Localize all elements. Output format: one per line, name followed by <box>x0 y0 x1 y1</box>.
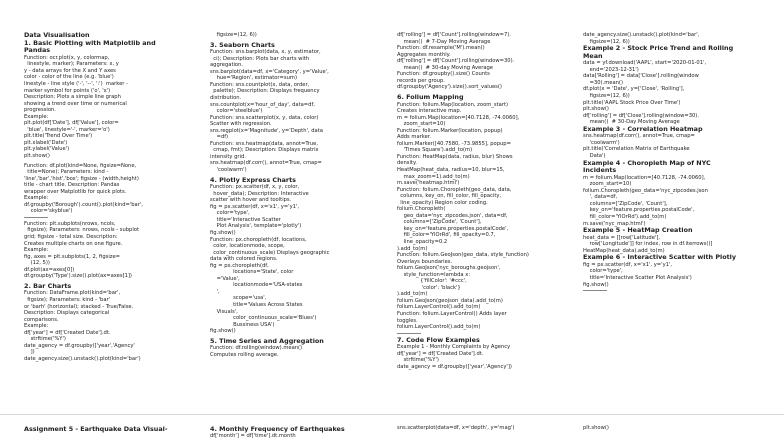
text-line: Function: folium.Map(location, zoom_start) <box>397 101 509 108</box>
text-line: ', <box>210 288 220 295</box>
section-heading: 2. Bar Charts <box>24 281 72 290</box>
text-line: date_agency.size().unstack().plot(kind='bar', <box>583 32 700 38</box>
text-line: scope='usa', <box>210 295 267 302</box>
text-line: progression. <box>24 107 56 114</box>
text-line: Example 1 - Monthly Complaints by Agency <box>397 344 511 351</box>
text-line: fig, axes = plt.subplots(1, 2, figsize= <box>24 253 121 260</box>
text-line: df['year'] = df['Created Date'].dt. <box>24 329 111 336</box>
text-line: plt.show() <box>583 106 609 113</box>
section-heading: Example 5 - HeatMap Creation <box>583 226 693 235</box>
text-column-1 <box>24 32 204 362</box>
text-line: date_agency.size().unstack().plot(kind='bar') <box>24 355 141 362</box>
text-line: aggregation. <box>210 62 244 69</box>
text-line: Function: px.choropleth(df, locations, <box>210 236 307 243</box>
text-line: records per group. <box>397 77 445 84</box>
text-line: ', data=df, <box>583 194 618 201</box>
text-line: key_on='feature.properties.postalCode', <box>583 207 695 214</box>
next-page-line: sns.scatterplot(data=df, x='depth', y='mag') <box>397 425 515 431</box>
text-line: df.groupby('Agency').size().sort_values() <box>397 84 502 91</box>
text-line: df['rolling'] = df['Count'].rolling(window=7). <box>397 32 511 38</box>
text-line: mean() # 7-Day Moving Average <box>397 38 491 45</box>
text-line: zoom_start=10) <box>583 181 632 188</box>
text-line: color='type', <box>583 268 623 275</box>
text-line: folium.Choropleth( <box>397 206 446 213</box>
text-line: locationmode='USA-states <box>210 282 303 289</box>
text-line: palette); Description: Displays frequency <box>210 88 320 95</box>
text-line: Creates multiple charts on one figure. <box>24 240 123 247</box>
text-line: color='type', <box>210 210 250 217</box>
text-line: plt.plot(df['Date'], df['Value'], color= <box>24 120 119 127</box>
text-line: 'coolwarm') <box>583 139 620 146</box>
text-line: df['rolling'] = df['Count'].rolling(window=30). <box>397 58 515 65</box>
text-line: sns.heatmap(df.corr(), annot=True, cmap= <box>583 133 695 140</box>
page-break-divider <box>0 414 784 415</box>
text-line: color='skyblue') <box>24 208 73 215</box>
text-line: y - data arrays for the X and Y axes <box>24 67 116 74</box>
text-line: sns.countplot(x='hour_of_day', data=df, <box>210 101 315 108</box>
text-line: zoom_start=10) <box>397 121 446 128</box>
text-line: columns=['ZipCode', 'Count'], <box>583 200 668 207</box>
text-line: fill_color='YlOrRd', fill_opacity=0.7, <box>397 232 496 239</box>
section-heading: 7. Code Flow Examples <box>397 335 480 344</box>
text-column-2 <box>210 32 390 358</box>
text-line: 'blue', linestyle='-', marker='o') <box>24 126 110 133</box>
text-line: Adds marker. <box>397 134 432 141</box>
text-line: toggles. <box>397 317 418 324</box>
text-line: hue='Region', estimator=sum) <box>210 75 297 82</box>
text-line: Data') <box>583 152 606 159</box>
text-line: strftime('%Y') <box>397 357 439 364</box>
text-line: data = yf.download('AAPL', start='2020-01-01', <box>583 60 707 67</box>
text-line: distribution. <box>210 94 242 101</box>
text-line: Aggregates monthly. <box>397 51 451 58</box>
text-line: Description: Plots a simple line graph <box>24 94 121 101</box>
section-heading: 5. Time Series and Aggregation <box>210 336 324 345</box>
text-line: Function: sns.countplot(x, data, order, <box>210 81 310 88</box>
text-line: plt.title('AAPL Stock Price Over Time') <box>583 99 681 106</box>
text-line: color - color of the line (e.g. 'blue') <box>24 74 114 81</box>
text-line: =30).mean() <box>583 79 623 86</box>
text-line: Example: <box>24 247 49 254</box>
text-line: grid; figsize - total size. Description: <box>24 234 118 240</box>
text-line: m.save('heatmap.html') <box>397 180 460 187</box>
text-line: Function: df.resample('M').mean() <box>397 45 485 52</box>
next-page-heading: Assignment 5 - Earthquake Data Visual- <box>24 425 168 433</box>
text-line: linestyle, marker); Parameters: x, y <box>24 61 119 68</box>
text-line: cmap, fmt); Description: Displays matrix <box>210 147 319 154</box>
next-page-column-2 <box>210 425 390 441</box>
text-line: color_continuous_scale='Blues') <box>210 315 317 322</box>
text-line: figsize=(12, 6)) <box>210 32 257 38</box>
text-line: title='Values Across States <box>210 301 303 308</box>
text-line: sns.barplot(data=df, x='Category', y='Value', <box>210 68 329 75</box>
text-line: plt.ylabel('Value') <box>24 146 70 153</box>
text-line: color_continuous_scale) Displays geographic <box>210 249 330 256</box>
next-page-column-1 <box>24 425 204 441</box>
text-column-3 <box>397 32 577 370</box>
text-line: Scatter with regression. <box>210 121 272 128</box>
text-line: (12, 5)) <box>24 260 50 267</box>
text-line: folium.GeoJson('nyc_boroughs.geojson', <box>397 265 501 272</box>
section-heading: Example 4 - Choropleth Map of NYC <box>583 158 711 167</box>
text-line: 'color': 'black'} <box>397 284 461 291</box>
section-heading: 4. Plotly Express Charts <box>210 175 296 184</box>
text-line: {'fillColor': '#ccc', <box>397 278 467 285</box>
text-line: columns, key_on, fill_color, fill_opacity, <box>397 193 502 200</box>
text-line: 'line','bar','hist','box'; figsize - (width,height) <box>24 175 139 182</box>
text-line: figsize=(12, 6)) <box>583 93 630 100</box>
text-line: marker symbol for points ('o', 'x') <box>24 87 111 94</box>
next-page-line: df['month'] = df['time'].dt.month <box>210 433 296 439</box>
text-line: plt.show() <box>24 152 50 159</box>
text-line: 'Times Square').add_to(m) <box>397 147 473 154</box>
text-line: Overlays boundaries. <box>397 258 453 265</box>
text-line: Function: sns.heatmap(data, annot=True, <box>210 140 319 147</box>
section-heading: Pandas <box>24 46 51 55</box>
text-line: Function: df.rolling(window).mean() <box>210 345 303 352</box>
text-line: m = folium.Map(location=[40.7128, -74.0060], <box>583 174 706 181</box>
text-line: m.save('nyc_map.html') <box>583 220 646 227</box>
text-line: Example: <box>24 323 49 330</box>
text-line: df.plot(ax=axes[0]) <box>24 266 75 273</box>
text-line: title - chart title. Description: Pandas <box>24 182 120 189</box>
text-line: Visuals', <box>210 308 238 315</box>
text-line: folium.Choropleth(geo_data='nyc_zipcodes.json <box>583 187 708 194</box>
text-line: date_agency = df.groupby(['year','Agency']) <box>397 363 512 370</box>
section-heading: Example 3 - Correlation Heatmap <box>583 124 703 133</box>
text-line: Function: px.scatter(df, x, y, color, <box>210 184 300 191</box>
text-line: Function: folium.Marker(location, popup) <box>397 127 503 134</box>
section-heading: Incidents <box>583 166 617 175</box>
text-column-4 <box>583 32 763 294</box>
text-line: date_agency = df.groupby(['year','Agency' <box>24 342 135 349</box>
text-line: df['rolling'] = df['Close'].rolling(window=30). <box>583 112 699 119</box>
text-line: fig.show() <box>210 229 236 236</box>
text-line: color, locationmode, scope, <box>210 243 285 250</box>
text-line: Function: folium.Choropleth(geo_data, data, <box>397 186 512 193</box>
text-line: data['Rolling'] = data['Close'].rolling(window <box>583 73 699 80</box>
text-line: scatter with hover and tooltips. <box>210 197 292 204</box>
next-page-column-4 <box>583 425 773 441</box>
text-line: ci); Description: Plots bar charts with <box>210 55 310 62</box>
text-line: Creates interactive map. <box>397 108 462 115</box>
text-line: ).add_to(m) <box>397 291 428 298</box>
text-line: heat_data = [[row['Latitude'], <box>583 234 660 241</box>
text-line: m = folium.Map(location=[40.7128, -74.0060], <box>397 114 520 121</box>
section-heading: Example 2 - Stock Price Trend and Rolling <box>583 44 734 53</box>
text-line: plt.title('Correlation Matrix of Earthquake <box>583 146 690 153</box>
text-line: geo_data='nyc_zipcodes.json', data=df, <box>397 212 508 219</box>
text-line: plt.title('Trend Over Time') <box>24 133 93 140</box>
text-line: strftime('%Y') <box>24 336 66 343</box>
text-line: Function: sns.barplot(data, x, y, estimator, <box>210 49 321 56</box>
text-line: Plot Analysis', template='plotly') <box>210 223 302 230</box>
section-heading: 6. Folium Mapping <box>397 92 464 101</box>
text-line: HeatMap(heat_data, radius=10, blur=15, <box>397 166 505 173</box>
text-line: ='Value', <box>210 275 240 282</box>
text-line: Function: HeatMap(data, radius, blur) Shows <box>397 153 513 160</box>
text-line: fig.show() <box>583 281 609 288</box>
text-line: fig.show() <box>210 328 236 335</box>
text-line: HeatMap(heat_data).add_to(m) <box>583 247 665 254</box>
text-line: mean() # 30-day Moving Average <box>397 64 494 71</box>
text-line: hover_data); Description: Interactive <box>210 190 309 197</box>
text-line: mean() # 30-Day Moving Average <box>583 119 680 126</box>
text-line: folium.GeoJson(geojson_data).add_to(m) <box>397 297 503 304</box>
text-line: Function: df.groupby().size() Counts <box>397 71 490 78</box>
text-line: locations='State', color <box>210 269 294 276</box>
section-heading: 3. Seaborn Charts <box>210 40 275 49</box>
text-line: figsize); Parameters: kind - 'bar' <box>24 296 111 303</box>
section-heading: Mean <box>583 51 603 60</box>
text-line: df.groupby('Borough').count().plot(kind='bar', <box>24 201 143 208</box>
text-line: fig = px.scatter(df, x='x1', y='y1', <box>583 261 673 268</box>
text-line: title=None); Parameters: kind - <box>24 169 109 176</box>
text-line: row['Longitude']] for index, row in df.iterrows()] <box>583 241 713 248</box>
text-line: wrapper over Matplotlib for quick plots. <box>24 188 127 195</box>
text-line: density. <box>397 160 417 167</box>
text-line: max_zoom=1).add_to(m) <box>397 173 470 180</box>
text-line: line_opacity=0.2 <box>397 239 448 245</box>
text-line: title='Interactive Scatter Plot Analysis') <box>583 275 692 282</box>
text-line: folium.LayerControl().add_to(m) <box>397 304 481 311</box>
text-line: Function: ocr.plot(x, y, colormap, <box>24 54 110 61</box>
text-line: sns.heatmap(df.corr(), annot=True, cmap= <box>210 160 322 167</box>
text-line: Function: sns.scatterplot(x, y, data, color) <box>210 114 319 121</box>
text-line: df.groupby('Type').size().plot(ax=axes[1]) <box>24 273 132 280</box>
text-line: figsize); Parameters: nrows, ncols - subplot <box>24 227 140 234</box>
text-line: sns.regplot(x='Magnitude', y='Depth', data <box>210 127 323 134</box>
text-line: =df) <box>210 134 229 141</box>
section-separator <box>583 290 607 294</box>
section-heading: 1. Basic Plotting with Matplotlib and <box>24 38 156 47</box>
text-line: showing a trend over time or numerical <box>24 100 127 107</box>
next-page-column-3 <box>397 425 577 441</box>
text-line: data with colored regions. <box>210 256 278 263</box>
next-page-line: plt.show() <box>583 425 609 431</box>
text-line: Function: df.plot(kind=None, figsize=None, <box>24 162 137 169</box>
section-heading: Data Visualisation <box>24 32 90 39</box>
text-line: end='2023-12-31') <box>583 66 639 73</box>
text-line: title='Interactive Scatter <box>210 216 281 223</box>
text-line: Description: Displays categorical <box>24 310 110 317</box>
text-line: df.plot(x = 'Date', y=['Close', 'Rolling'], <box>583 86 685 93</box>
text-line: color='steelblue') <box>210 108 263 115</box>
text-line: Example: <box>24 113 49 120</box>
section-heading: Example 6 - Interactive Scatter with Plotly <box>583 253 736 262</box>
text-line: Computes rolling average. <box>210 351 279 358</box>
text-line: Bussiness USA') <box>210 321 275 328</box>
text-line: ]) <box>24 349 35 356</box>
next-page-heading: 4. Monthly Frequency of Earthquakes <box>210 425 345 433</box>
text-line: Function: DataFrame.plot(kind='bar', <box>24 290 121 297</box>
text-line: comparisons. <box>24 316 59 323</box>
text-line: key_on='feature.properties.postalCode', <box>397 225 509 232</box>
text-line: columns=['ZipCode', 'Count'], <box>397 219 482 226</box>
text-line: Example: <box>24 195 49 202</box>
text-line: linestyle - line style ('-', '--', ':') marker - <box>24 80 128 87</box>
text-line: fig = px.choropleth(df, <box>210 262 269 269</box>
text-line: folium.LayerControl().add_to(m) <box>397 324 481 331</box>
text-line: folium.Marker([40.7580, -73.9855], popup= <box>397 140 511 147</box>
text-line: intensity grid. <box>210 153 246 160</box>
text-line: 'coolwarm') <box>210 166 247 173</box>
text-line: Function: plt.subplots(nrows, ncols, <box>24 220 116 227</box>
text-line: figsize=(12, 6)) <box>583 38 630 45</box>
text-line: df['year'] = df['Created Date'].dt. <box>397 350 484 357</box>
text-line: style_function=lambda x: <box>397 271 471 278</box>
text-line: fill_color='YlOrRd').add_to(m) <box>583 214 667 220</box>
text-line: ).add_to(m) <box>397 245 428 252</box>
text-line: line_opacity) Region color coding. <box>397 199 488 206</box>
text-line: Function: folium.LayerControl() Adds layer <box>397 311 507 318</box>
text-line: or 'barh' (horizontal); stacked - True/False. <box>24 303 134 310</box>
text-line: Function: folium.GeoJson(geo_data, style_function) <box>397 252 529 259</box>
text-line: plt.xlabel('Date') <box>24 139 68 146</box>
text-line: fig = px.scatter(df, x='x1', y='y1', <box>210 203 300 210</box>
